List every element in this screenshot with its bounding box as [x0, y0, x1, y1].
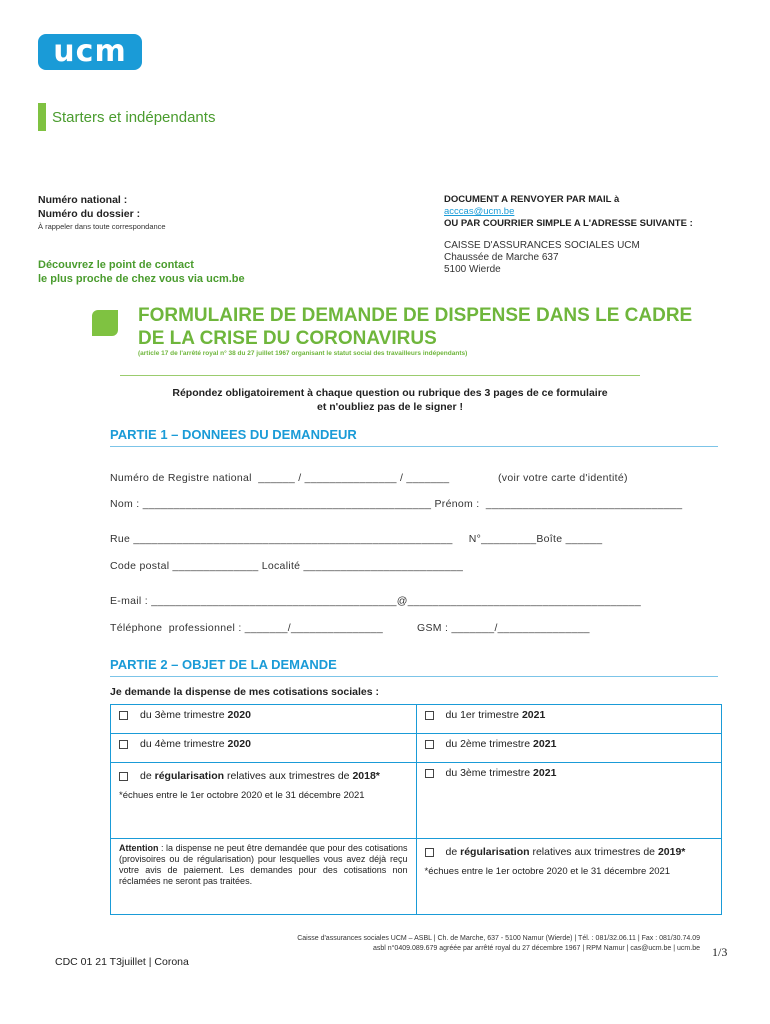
- option-q2-2021[interactable]: du 2ème trimestre 2021: [416, 734, 722, 763]
- form-subtitle: (article 17 de l'arrêté royal n° 38 du 27 juillet 1967 organisant le statut social des travailleurs indépendants): [138, 350, 468, 357]
- registre-hint: (voir votre carte d'identité): [498, 472, 628, 484]
- attention-note: Attention : la dispense ne peut être demandée que pour des cotisations (provisoires ou de régularisation) pour lesquelles vous avez déjà reçu votre avis de paiement. Les demandes pour des cotisations non réclamées ne seront pas traitées.: [111, 839, 417, 915]
- code-postal-field[interactable]: Code postal ______________ Localité __________________________: [110, 560, 464, 572]
- numero-national-label: Numéro national :: [38, 194, 128, 206]
- document-code: CDC 01 21 T3juillet | Corona: [55, 956, 189, 968]
- option-q1-2021[interactable]: du 1er trimestre 2021: [416, 705, 722, 734]
- footer-info: Caisse d'assurances sociales UCM – ASBL | Ch. de Marche, 637 - 5100 Namur (Wierde) | Tél. : 081/32.06.11 | Fax : 081/30.74.09 asbl n°0409.089.679 agréée par arrêté royal du 27 décembre 1967 | RPM Namur | cas@ucm.be | ucm.be: [297, 935, 700, 952]
- numero-dossier-label: Numéro du dossier :: [38, 208, 141, 220]
- part1-title: PARTIE 1 – DONNEES DU DEMANDEUR: [110, 427, 357, 442]
- contact-line-1: Découvrez le point de contact: [38, 259, 194, 271]
- option-q3-2021[interactable]: du 3ème trimestre 2021: [416, 763, 722, 839]
- dispense-options-table: [110, 704, 722, 915]
- telephone-field[interactable]: Téléphone professionnel : _______/_______________: [110, 622, 384, 634]
- checkbox[interactable]: [119, 772, 128, 781]
- checkbox[interactable]: [425, 711, 434, 720]
- email-link[interactable]: acccas@ucm.be: [444, 206, 515, 217]
- option-regularisation-2018[interactable]: de régularisation relatives aux trimestres de 2018* *échues entre le 1er octobre 2020 et le 31 décembre 2021: [111, 763, 417, 839]
- nom-prenom-field[interactable]: Nom : _______________________________________________ Prénom : ________________________________: [110, 498, 683, 510]
- checkbox[interactable]: [119, 740, 128, 749]
- send-mail-label: DOCUMENT A RENVOYER PAR MAIL à: [444, 194, 620, 205]
- option-regularisation-2019[interactable]: de régularisation relatives aux trimestres de 2019* *échues entre le 1er octobre 2020 et le 31 décembre 2021: [416, 839, 722, 915]
- address-line-2: Chaussée de Marche 637: [444, 252, 559, 263]
- tagline-accent: [38, 103, 46, 131]
- title-divider: [120, 375, 640, 376]
- registre-field[interactable]: Numéro de Registre national ______ / _______________ / _______: [110, 472, 450, 484]
- option-q4-2020[interactable]: du 4ème trimestre 2020: [111, 734, 417, 763]
- gsm-field[interactable]: GSM : _______/_______________: [417, 622, 590, 634]
- regularisation-2018-note: *échues entre le 1er octobre 2020 et le 31 décembre 2021: [119, 790, 365, 801]
- rappel-note: À rappeler dans toute correspondance: [38, 222, 166, 231]
- send-post-label: OU PAR COURRIER SIMPLE A L'ADRESSE SUIVANTE :: [444, 218, 693, 229]
- address-line-1: CAISSE D'ASSURANCES SOCIALES UCM: [444, 240, 640, 251]
- title-accent: [92, 310, 118, 336]
- instruction: Répondez obligatoirement à chaque question ou rubrique des 3 pages de ce formulaire et n'oubliez pas de le signer !: [172, 387, 608, 413]
- checkbox[interactable]: [425, 740, 434, 749]
- checkbox[interactable]: [119, 711, 128, 720]
- regularisation-2019-note: *échues entre le 1er octobre 2020 et le 31 décembre 2021: [424, 866, 671, 877]
- part1-divider: [110, 446, 718, 447]
- rue-field[interactable]: Rue ____________________________________________________ N°_________Boîte ______: [110, 533, 603, 545]
- address-line-3: 5100 Wierde: [444, 264, 501, 275]
- contact-line-2[interactable]: le plus proche de chez vous via ucm.be: [38, 273, 245, 285]
- ucm-logo: ucm: [38, 34, 142, 70]
- demande-label: Je demande la dispense de mes cotisations sociales :: [110, 686, 380, 698]
- checkbox[interactable]: [425, 848, 434, 857]
- part2-divider: [110, 676, 718, 677]
- option-q3-2020[interactable]: du 3ème trimestre 2020: [111, 705, 417, 734]
- tagline: Starters et indépendants: [52, 109, 216, 126]
- form-title: FORMULAIRE DE DEMANDE DE DISPENSE DANS LE CADRE DE LA CRISE DU CORONAVIRUS: [138, 305, 693, 349]
- checkbox[interactable]: [425, 769, 434, 778]
- email-field[interactable]: E-mail : ________________________________________@______________________________________: [110, 595, 642, 607]
- page-number: 1/3: [712, 945, 728, 959]
- part2-title: PARTIE 2 – OBJET DE LA DEMANDE: [110, 657, 337, 672]
